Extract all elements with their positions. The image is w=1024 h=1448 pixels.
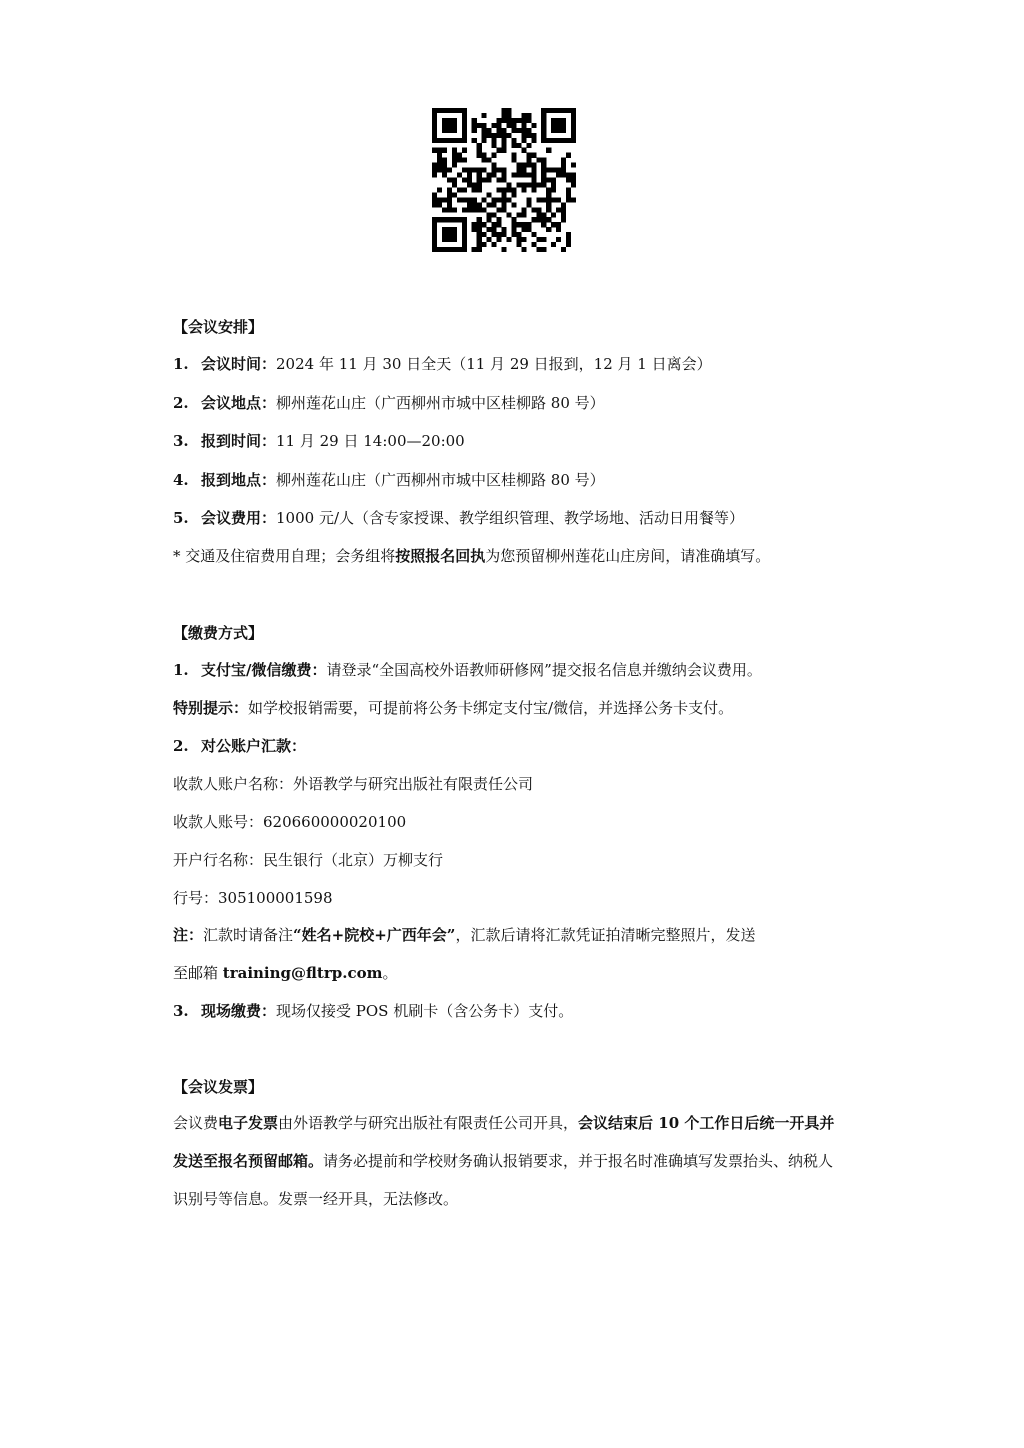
remark-bold: “姓名+院校+广西年会” xyxy=(293,926,456,944)
item-value: 请登录“全国高校外语教师研修网”提交报名信息并缴纳会议费用。 xyxy=(326,661,762,679)
item-label: 会议时间： xyxy=(201,355,277,373)
item-number: 3. xyxy=(173,432,189,450)
account-name: 收款人账户名称：外语教学与研究出版社有限责任公司 xyxy=(173,775,534,793)
meeting-item-time xyxy=(173,354,712,374)
bank-code: 行号：305100001598 xyxy=(173,889,333,907)
remark-suffix: ，汇款后请将汇款凭证拍清晰完整照片，发送 xyxy=(455,926,756,944)
item-label: 对公账户汇款： xyxy=(201,737,307,755)
payment-item-online xyxy=(173,660,762,680)
tip-label: 特别提示： xyxy=(173,699,249,717)
item-label: 支付宝/微信缴费： xyxy=(201,661,327,679)
invoice-text-1: 会议费 xyxy=(173,1114,219,1132)
meeting-note xyxy=(173,546,770,566)
note-bold: 按照报名回执 xyxy=(395,547,486,565)
account-number: 收款人账号：620660000020100 xyxy=(173,813,407,831)
remark-line2-prefix: 至邮箱 xyxy=(173,964,223,982)
item-value: 11 月 29 日 14:00—20:00 xyxy=(276,432,465,450)
invoice-heading: 【会议发票】 xyxy=(173,1078,264,1096)
item-label: 会议地点： xyxy=(201,394,277,412)
item-value: 现场仅接受 POS 机刷卡（含公务卡）支付。 xyxy=(276,1002,574,1020)
item-value: 柳州莲花山庄（广西柳州市城中区桂柳路 80 号） xyxy=(276,471,605,489)
meeting-item-fee xyxy=(173,508,744,528)
remark-line2-suffix: 。 xyxy=(382,964,398,982)
item-value: 柳州莲花山庄（广西柳州市城中区桂柳路 80 号） xyxy=(276,394,605,412)
note-suffix: 为您预留柳州莲花山庄房间，请准确填写。 xyxy=(485,547,771,565)
bank-name: 开户行名称：民生银行（北京）万柳支行 xyxy=(173,851,444,869)
item-label: 现场缴费： xyxy=(201,1002,277,1020)
item-number: 2. xyxy=(173,737,189,755)
invoice-paragraph xyxy=(173,1104,845,1218)
item-number: 4. xyxy=(173,471,189,489)
item-number: 5. xyxy=(173,509,189,527)
item-label: 会议费用： xyxy=(201,509,277,527)
remark-label: 注： xyxy=(173,926,204,944)
invoice-text-2: 由外语教学与研究出版社有限责任公司开具， xyxy=(278,1114,579,1132)
payment-tip xyxy=(173,698,733,718)
payment-heading: 【缴费方式】 xyxy=(173,624,264,642)
transfer-remark-line2 xyxy=(173,963,398,983)
meeting-item-checkin-time xyxy=(173,431,465,451)
email-address: training@fltrp.com xyxy=(222,964,383,982)
meeting-heading: 【会议安排】 xyxy=(173,318,264,336)
qr-code-icon xyxy=(432,108,576,252)
payment-item-transfer xyxy=(173,736,306,756)
item-value: 1000 元/人（含专家授课、教学组织管理、教学场地、活动日用餐等） xyxy=(276,509,745,527)
remark-prefix: 汇款时请备注 xyxy=(203,926,294,944)
item-number: 3. xyxy=(173,1002,189,1020)
item-number: 1. xyxy=(173,355,189,373)
meeting-item-checkin-place xyxy=(173,470,605,490)
item-label: 报到时间： xyxy=(201,432,277,450)
item-number: 1. xyxy=(173,661,189,679)
tip-value: 如学校报销需要，可提前将公务卡绑定支付宝/微信，并选择公务卡支付。 xyxy=(248,699,734,717)
payment-item-onsite xyxy=(173,1001,573,1021)
qr-code xyxy=(432,108,576,252)
item-number: 2. xyxy=(173,394,189,412)
item-value: 2024 年 11 月 30 日全天（11 月 29 日报到，12 月 1 日离会） xyxy=(276,355,712,373)
transfer-remark xyxy=(173,925,755,945)
item-label: 报到地点： xyxy=(201,471,277,489)
meeting-item-venue xyxy=(173,393,605,413)
invoice-bold-1: 电子发票 xyxy=(218,1114,279,1132)
note-prefix: * 交通及住宿费用自理；会务组将 xyxy=(173,547,396,565)
invoice-bold-2: 会议结束后 10 个工作日后统一开具并发送至报名预留邮箱。 xyxy=(173,1114,835,1170)
invoice-text-3: 请务必提前和学校财务确认报销要求，并于报名时准确填写发票抬头、纳税人识别号等信息。发票一经开具，无法修改。 xyxy=(173,1152,834,1208)
